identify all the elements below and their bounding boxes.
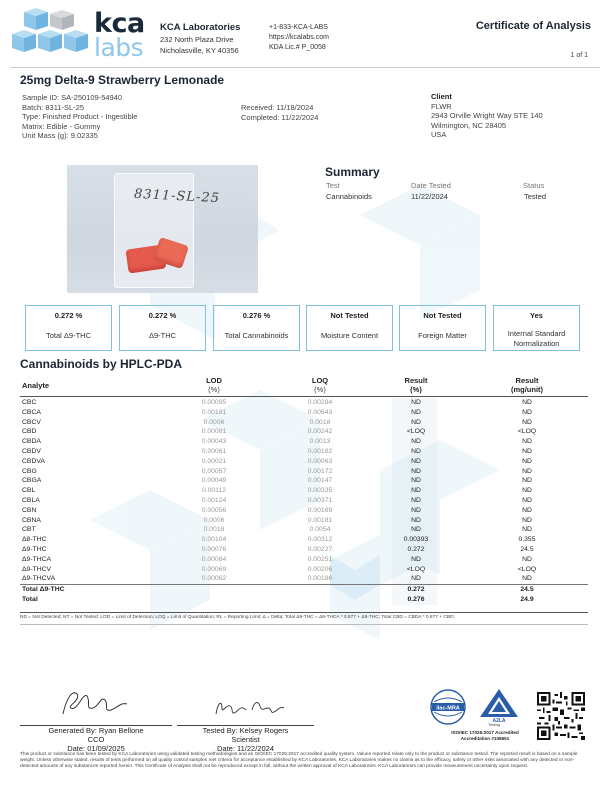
client-country: USA <box>431 130 447 140</box>
table-row <box>20 457 588 467</box>
summary-status: Tested <box>524 192 547 201</box>
summary-header-status: Status <box>523 181 545 190</box>
table-row <box>20 545 588 555</box>
cell-lod: 0.00181 <box>201 408 227 416</box>
cannabinoids-table-body <box>20 398 588 605</box>
ilac-mra-logo-icon <box>428 688 468 726</box>
column-header-lod-unit: (%) <box>208 385 220 394</box>
cell-analyte: CBG <box>22 467 37 475</box>
result-box-value: 0.276 % <box>242 311 271 320</box>
signer-1-name: Generated By: Ryan Bellone <box>48 726 144 735</box>
cell-loq: 0.00251 <box>307 555 333 563</box>
page-number: 1 of 1 <box>570 52 588 59</box>
cell-analyte: CBN <box>22 506 37 514</box>
summary-header-date: Date Tested <box>411 181 451 190</box>
cell-result-pct: ND <box>411 487 421 495</box>
accreditation-text <box>433 730 537 742</box>
result-box-value: Not Tested <box>330 311 369 320</box>
result-box-total-cannabinoids <box>213 305 300 351</box>
cell-analyte: Total Δ9-THC <box>22 585 65 593</box>
table-header <box>20 376 588 398</box>
cell-loq: 0.0013 <box>309 438 331 446</box>
signer-2-title: Scientist <box>231 735 260 744</box>
client-address-line2: Wilmington, NC 28405 <box>431 120 507 130</box>
cell-analyte: CBC <box>22 399 37 406</box>
qr-code-icon[interactable] <box>537 692 585 740</box>
signer-2-date: Date: 11/22/2024 <box>217 744 274 753</box>
cell-result-pct: ND <box>411 467 421 475</box>
cell-analyte: Total <box>22 595 38 603</box>
cell-result-pct: ND <box>411 506 421 514</box>
cell-result-pct: ND <box>411 526 421 534</box>
cell-lod: 0.0006 <box>203 418 225 426</box>
result-box-total-d9-thc <box>25 305 112 351</box>
signer-2 <box>177 726 314 753</box>
cell-result-pct: 0.272 <box>407 545 425 553</box>
cell-loq: 0.00312 <box>307 536 333 544</box>
cell-result-pct: 0.276 <box>407 595 425 603</box>
cell-result-mg: <LOQ <box>517 428 537 436</box>
cell-result-mg: ND <box>522 447 532 455</box>
cell-analyte: CBD <box>22 428 37 436</box>
table-row <box>20 476 588 486</box>
cell-analyte: CBL <box>22 487 36 495</box>
cell-result-mg: ND <box>522 457 532 465</box>
cell-result-pct: ND <box>411 399 421 406</box>
cell-result-mg: 24.5 <box>520 545 534 553</box>
cell-result-mg: ND <box>522 408 532 416</box>
cell-result-pct: ND <box>411 575 421 583</box>
cell-lod: 0.0018 <box>203 526 225 534</box>
table-row <box>20 506 588 516</box>
table-row <box>20 574 588 584</box>
cell-loq: 0.00227 <box>307 545 333 553</box>
table-header-divider <box>20 396 588 397</box>
lab-address-line1: 232 North Plaza Drive <box>160 35 234 44</box>
cell-analyte: Δ9-THCA <box>22 555 52 563</box>
sample-id: Sample ID: SA-250109-54940 <box>22 93 123 102</box>
cell-result-mg: 24.9 <box>520 595 534 603</box>
cell-lod: 0.00057 <box>201 467 227 475</box>
cell-result-mg: ND <box>522 506 532 514</box>
cell-analyte: CBDVA <box>22 457 45 465</box>
table-total-row <box>20 585 588 595</box>
cell-loq: 0.00169 <box>307 506 333 514</box>
cell-result-mg: ND <box>522 418 532 426</box>
cell-result-mg: ND <box>522 438 532 446</box>
accreditation-line2: Accreditation #108651 <box>460 736 510 741</box>
table-row <box>20 427 588 437</box>
notes-divider <box>20 624 588 625</box>
column-header-analyte: Analyte <box>22 381 50 390</box>
cell-lod: 0.00095 <box>201 399 227 406</box>
cell-lod: 0.00084 <box>201 555 227 563</box>
a2la-subtext: Testing <box>488 723 501 727</box>
ilac-text: ilac-MRA <box>436 705 460 712</box>
cell-analyte: Δ9-THCV <box>22 565 52 573</box>
table-row <box>20 555 588 565</box>
cannabinoids-title: Cannabinoids by HPLC-PDA <box>20 357 183 371</box>
table-row <box>20 408 588 418</box>
result-box-label: Total Cannabinoids <box>224 331 289 340</box>
signature-kelsey-rogers <box>212 694 292 722</box>
column-header-loq-unit: (%) <box>314 385 326 394</box>
result-box-label: Foreign Matter <box>418 331 467 340</box>
cell-result-mg: 0.355 <box>518 536 536 544</box>
column-header-lod: LOD <box>206 376 222 385</box>
logo-line1: kca <box>94 8 145 39</box>
table-notes: ND = Not Detected; NT = Not Tested; LOD = Limit of Detection; LOQ = Limit of Quantitation; RL = Reporting Limit; Δ = Delta; Total Δ9-THC = Δ9-THCA * 0.877 + Δ9-THC; Total CBD = CBDA * 0.877 + CBD; <box>20 615 455 620</box>
result-box-value: 0.272 % <box>148 311 177 320</box>
cell-result-mg: ND <box>522 575 532 583</box>
cell-loq: 0.00181 <box>307 516 333 524</box>
cell-result-mg: ND <box>522 526 532 534</box>
result-box-foreign-matter <box>399 305 486 351</box>
signer-1-title: CCO <box>87 735 105 744</box>
cell-result-mg: ND <box>522 496 532 504</box>
lab-address-line2: Nicholasville, KY 40356 <box>160 46 239 55</box>
result-box-label: Moisture Content <box>320 331 379 340</box>
cell-result-pct: 0.00393 <box>403 536 429 544</box>
cell-lod: 0.00062 <box>201 575 227 583</box>
product-title: 25mg Delta-9 Strawberry Lemonade <box>20 73 225 87</box>
cell-result-mg: ND <box>522 487 532 495</box>
cell-loq: 0.00186 <box>307 575 333 583</box>
cell-lod: 0.00043 <box>201 438 227 446</box>
client-heading: Client <box>431 92 452 101</box>
accreditation-line1: ISO/IEC 17025:2017 Accredited <box>451 730 519 735</box>
cell-analyte: Δ9-THCVA <box>22 575 56 583</box>
cell-result-mg: ND <box>522 555 532 563</box>
cell-result-pct: ND <box>411 418 421 426</box>
cell-lod: 0.00069 <box>201 565 227 573</box>
sample-matrix: Matrix: Edible - Gummy <box>22 121 101 131</box>
result-box-d9-thc <box>119 305 206 351</box>
document-title: Certificate of Analysis <box>475 20 591 32</box>
cell-result-pct: ND <box>411 408 421 416</box>
lab-name: KCA Laboratories <box>160 22 241 33</box>
cell-lod: 0.0006 <box>203 516 225 524</box>
cell-loq: 0.00335 <box>307 487 333 495</box>
cell-result-pct: ND <box>411 555 421 563</box>
cell-analyte: CBDA <box>22 438 41 446</box>
result-box-moisture <box>306 305 393 351</box>
result-box-value: 0.272 % <box>54 311 83 320</box>
received-date: Received: 11/18/2024 <box>241 103 314 112</box>
product-photo <box>67 165 258 293</box>
summary-title: Summary <box>325 165 380 179</box>
result-box-value: Not Tested <box>423 311 462 320</box>
a2la-text: A2LA <box>492 718 506 724</box>
cell-result-pct: ND <box>411 457 421 465</box>
result-box-value: Yes <box>530 311 543 320</box>
result-box-label: Total Δ9-THC <box>45 331 92 340</box>
client-info <box>431 92 543 140</box>
cell-analyte: Δ8-THC <box>22 536 47 544</box>
table-row <box>20 418 588 428</box>
cell-result-pct: ND <box>411 516 421 524</box>
column-header-result-pct: Result <box>404 376 428 385</box>
column-header-result-mg-unit: (mg/unit) <box>510 385 544 394</box>
client-name: FLWR <box>431 101 452 111</box>
a2la-logo-icon <box>476 687 522 725</box>
cell-lod: 0.00056 <box>201 506 227 514</box>
kca-logo-cubes-icon <box>10 8 88 64</box>
sample-type: Type: Finished Product - Ingestible <box>22 112 138 122</box>
table-row <box>20 565 588 575</box>
table-total-row <box>20 595 588 605</box>
result-box-label: Internal Standard Normalization <box>507 329 566 348</box>
cell-analyte: CBNA <box>22 516 41 524</box>
header-divider <box>10 67 600 68</box>
cell-result-mg: 24.5 <box>520 585 534 593</box>
cell-loq: 0.00206 <box>307 565 333 573</box>
cell-result-mg: <LOQ <box>517 565 537 573</box>
cell-lod: 0.00112 <box>201 487 227 495</box>
summary-header-test: Test <box>326 181 340 190</box>
cell-lod: 0.00061 <box>201 447 227 455</box>
cell-result-pct: <LOQ <box>406 565 426 573</box>
cell-lod: 0.00076 <box>201 545 227 553</box>
cell-loq: 0.00063 <box>307 457 333 465</box>
cell-analyte: CBCA <box>22 408 41 416</box>
kca-logo-text <box>94 8 145 62</box>
cell-result-pct: ND <box>411 438 421 446</box>
signature-ryan-bellone <box>55 686 135 720</box>
table-row <box>20 535 588 545</box>
cell-lod: 0.00021 <box>201 457 227 465</box>
cell-analyte: Δ9-THC <box>22 545 47 553</box>
cell-lod: 0.00124 <box>201 496 227 504</box>
client-address-line1: 2943 Orville Wright Way STE 140 <box>431 111 543 121</box>
sample-info <box>22 93 137 141</box>
table-row <box>20 447 588 457</box>
cell-analyte: CBT <box>22 526 36 534</box>
cell-lod: 0.00049 <box>201 477 227 485</box>
lab-license: KDA Lic.# P_0058 <box>269 44 326 51</box>
table-row <box>20 496 588 506</box>
cell-result-mg: ND <box>522 467 532 475</box>
cell-result-mg: ND <box>522 477 532 485</box>
table-row <box>20 525 588 535</box>
summary-test: Cannabinoids <box>326 192 372 201</box>
lab-contact <box>269 23 329 53</box>
cell-loq: 0.0054 <box>309 526 331 534</box>
signer-1 <box>20 726 172 753</box>
summary-date: 11/22/2024 <box>411 192 448 201</box>
lab-phone: +1-833-KCA-LABS <box>269 24 328 31</box>
table-bottom-divider <box>20 612 588 613</box>
table-row <box>20 516 588 526</box>
signer-2-name: Tested By: Kelsey Rogers <box>202 726 289 735</box>
column-header-result-mg: Result <box>515 376 539 385</box>
cell-analyte: CBDV <box>22 447 41 455</box>
cell-result-mg: ND <box>522 516 532 524</box>
cell-result-pct: <LOQ <box>406 428 426 436</box>
lab-address <box>160 34 239 56</box>
column-header-result-pct-unit: (%) <box>410 385 422 394</box>
cell-lod: 0.00104 <box>201 536 227 544</box>
cell-result-pct: 0.272 <box>407 585 425 593</box>
cell-analyte: CBGA <box>22 477 42 485</box>
header <box>10 8 600 68</box>
cell-loq: 0.00371 <box>307 496 333 504</box>
cell-loq: 0.0018 <box>309 418 331 426</box>
signer-1-date: Date: 01/09/2025 <box>67 744 125 753</box>
unit-mass: Unit Mass (g): 9.02335 <box>22 131 98 141</box>
table-row <box>20 398 588 408</box>
cell-loq: 0.00284 <box>307 399 333 406</box>
bag-label: 8311-SL-25 <box>133 186 221 207</box>
table-row <box>20 486 588 496</box>
cell-loq: 0.00242 <box>307 428 333 436</box>
result-boxes <box>25 305 582 351</box>
table-row <box>20 467 588 477</box>
cell-result-pct: ND <box>411 447 421 455</box>
result-box-internal-standard <box>493 305 580 351</box>
cell-result-mg: ND <box>522 399 532 406</box>
cell-loq: 0.00543 <box>307 408 333 416</box>
batch: Batch: 8311-SL-25 <box>22 102 84 112</box>
cell-analyte: CBCV <box>22 418 41 426</box>
completed-date: Completed: 11/22/2024 <box>241 112 319 122</box>
result-box-label: Δ9-THC <box>148 331 177 340</box>
cell-loq: 0.00172 <box>307 467 333 475</box>
column-header-loq: LOQ <box>311 376 329 385</box>
table-row <box>20 437 588 447</box>
dates <box>241 103 318 122</box>
lab-website[interactable]: https://kcalabs.com <box>269 34 329 41</box>
cell-analyte: CBLA <box>22 496 40 504</box>
logo-line2: labs <box>94 33 144 62</box>
cell-lod: 0.00081 <box>201 428 227 436</box>
cell-loq: 0.00147 <box>307 477 333 485</box>
cell-result-pct: ND <box>411 496 421 504</box>
cell-result-pct: ND <box>411 477 421 485</box>
disclaimer: This product or substance has been tested by KCA Laboratories using validated testing methodologies and an ISO/IEC 17025:2017 accredited quality system. Values reported relate only to the product or substance tested. The reported result is based on a sample weight. Unless otherwise stated, results of tests performed on all quality control samples met criteria for acceptance established by KCA Laboratories. KCA Laboratories makes no claims as to the efficacy, safety or other risks associated with any detected or non-detected amounts of any substances reported herein. This Certificate of Analysis shall not be reproduced except in full, without the written approval of KCA Laboratories. KCA Laboratories can provide measurement uncertainty upon request. <box>20 752 578 770</box>
cell-loq: 0.00182 <box>307 447 333 455</box>
